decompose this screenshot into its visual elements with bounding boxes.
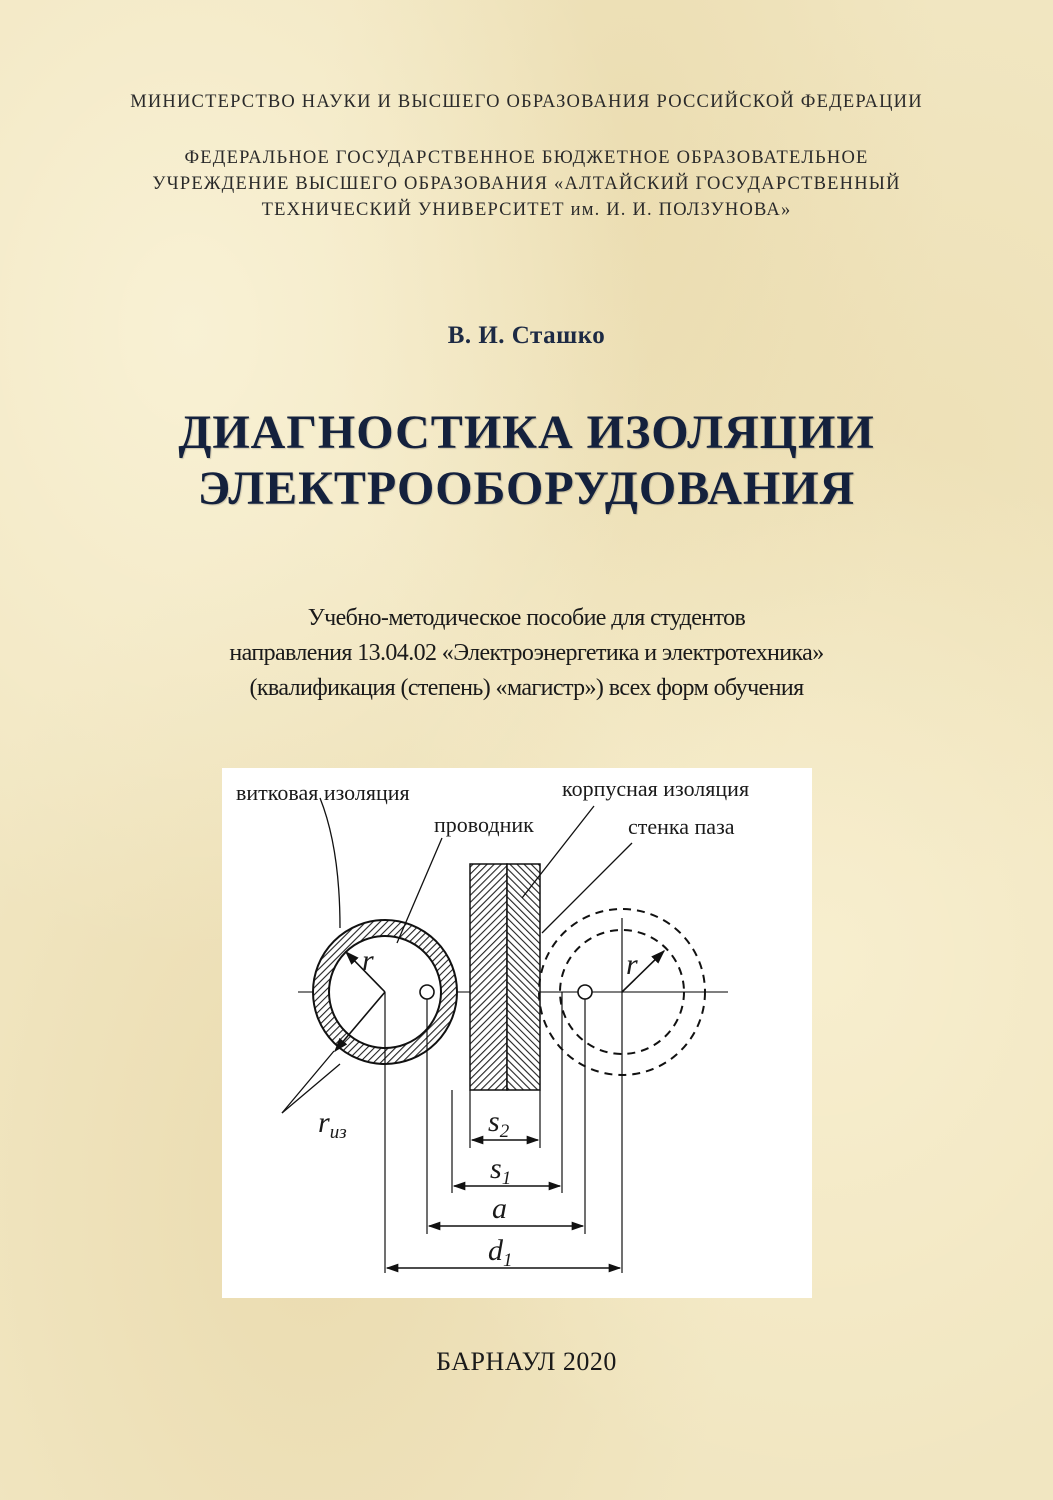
dim-label-s2-sub: 2 [499,1121,510,1142]
book-title [0,405,1053,517]
dim-label-r-right: r [626,948,638,981]
city-and-year: БАРНАУЛ 2020 [436,1347,617,1376]
institution-name [0,145,1053,223]
dim-label-r-iz-sub: из [329,1122,347,1143]
dim-label-d1-sub: 1 [503,1250,513,1271]
book-subtitle-line-3: (квалификация (степень) «магистр») всех форм обучения [249,675,804,701]
slot-wall-layer [507,864,540,1090]
right-axis-point [578,985,592,999]
label-turn-insulation: витковая изоляция [236,780,410,805]
dim-label-a: a [492,1192,507,1225]
dim-label-s1-main: s [490,1152,502,1185]
leader-r-iz-2 [282,1064,340,1113]
dim-label-s2 [488,1105,510,1142]
book-title-line-2: ЭЛЕКТРООБОРУДОВАНИЯ [197,462,856,515]
label-slot-wall: стенка паза [628,814,735,839]
book-title-line-1: ДИАГНОСТИКА ИЗОЛЯЦИИ [178,406,875,459]
dim-label-d1-main: d [488,1234,503,1267]
institution-line-2: УЧРЕЖДЕНИЕ ВЫСШЕГО ОБРАЗОВАНИЯ «АЛТАЙСКИЙ ГОСУДАРСТВЕННЫЙ [152,174,901,194]
dim-label-s1 [490,1152,511,1189]
dim-label-s2-main: s [488,1105,500,1138]
leader-slot-wall [542,843,632,933]
dim-label-r-iz-main: r [318,1106,330,1139]
institution-line-3: ТЕХНИЧЕСКИЙ УНИВЕРСИТЕТ им. И. И. ПОЛЗУНОВА» [261,200,792,220]
dim-label-r-iz [318,1106,347,1143]
left-axis-point [420,985,434,999]
book-subtitle-line-1: Учебно-методическое пособие для студентов [307,605,746,631]
label-conductor: проводник [434,812,534,837]
insulation-diagram-svg [222,768,812,1298]
leader-r-iz [282,1051,334,1113]
book-subtitle [0,601,1053,706]
dim-label-d1 [488,1234,513,1271]
institution-line-1: ФЕДЕРАЛЬНОЕ ГОСУДАРСТВЕННОЕ БЮДЖЕТНОЕ ОБРАЗОВАТЕЛЬНОЕ [184,148,869,168]
ministry-name: МИНИСТЕРСТВО НАУКИ И ВЫСШЕГО ОБРАЗОВАНИЯ РОССИЙСКОЙ ФЕДЕРАЦИИ [130,92,923,112]
author-name: В. И. Сташко [447,322,606,349]
dim-label-s1-sub: 1 [501,1168,512,1189]
insulation-diagram [222,768,812,1298]
dim-label-r-left: r [362,944,374,977]
housing-insulation-layer [470,864,507,1090]
book-subtitle-line-2: направления 13.04.02 «Электроэнергетика и электротехника» [229,640,824,666]
leader-turn-insulation [320,798,340,928]
label-housing-insulation: корпусная изоляция [562,776,750,801]
leader-conductor [397,838,442,943]
